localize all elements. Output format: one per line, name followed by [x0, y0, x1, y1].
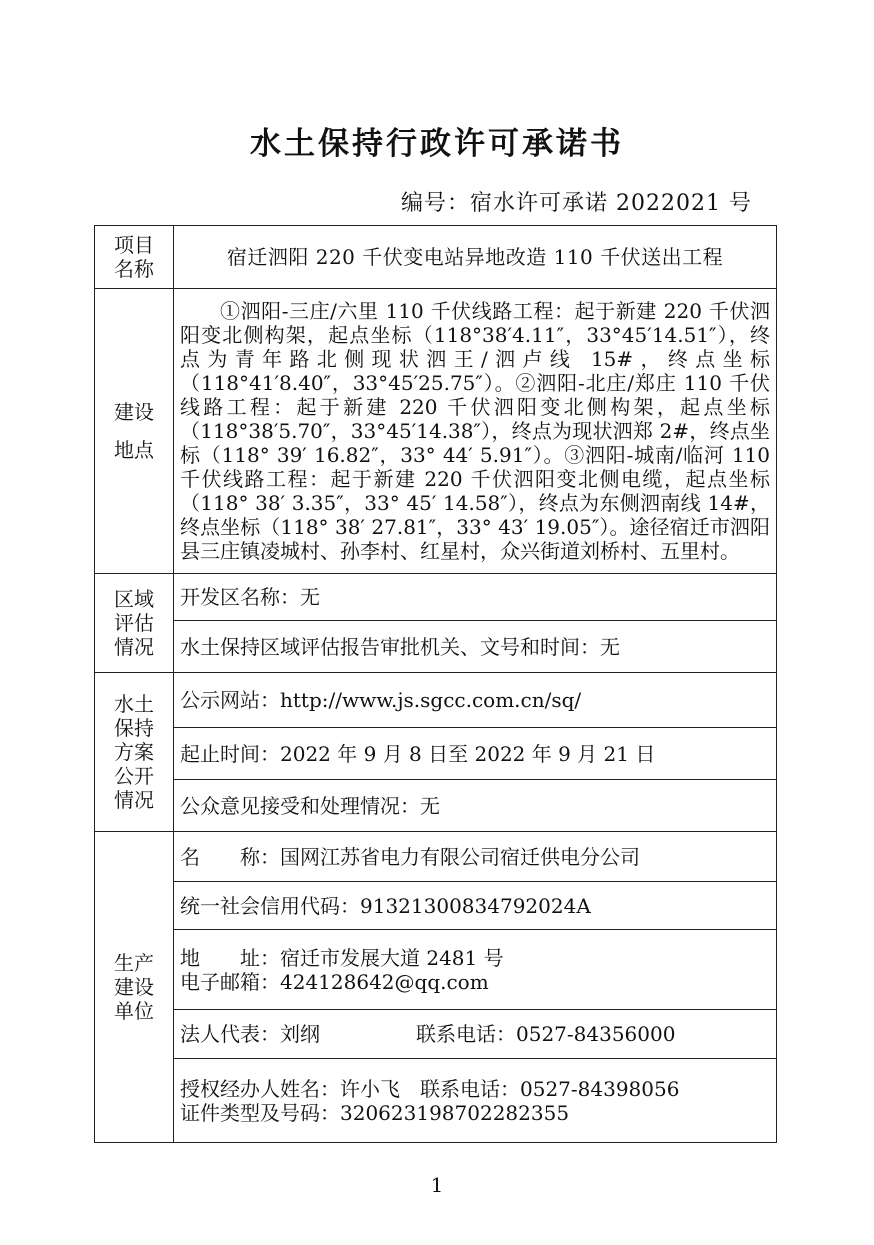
label-line: 名称 [114, 257, 154, 281]
label-line: 项目 [114, 233, 154, 257]
unit-address: 地 址：宿迁市发展大道 2481 号 [180, 945, 504, 970]
legal-representative: 法人代表：刘纲 [180, 1022, 320, 1046]
label-line: 生产 [114, 951, 154, 975]
construction-unit-label [95, 832, 174, 1143]
page-number: 1 [430, 1173, 444, 1197]
project-name-value: 宿迁泗阳 220 千伏变电站异地改造 110 千伏送出工程 [174, 226, 777, 289]
label-line: 评估 [114, 611, 154, 635]
label-line: 情况 [114, 635, 154, 659]
assessment-report-info: 水土保持区域评估报告审批机关、文号和时间：无 [174, 621, 777, 673]
label-line: 水土 [114, 692, 154, 716]
legal-representative-row [174, 1010, 777, 1059]
construction-location-text: ①泗阳-三庄/六里 110 千伏线路工程：起于新建 220 千伏泗阳变北侧构架，起点坐标（118°38′4.11″，33°45′14.51″），终点为青年路北侧现状泗王/泗卢线 15#，终点坐标（118°41′8.40″，33°45′25.75″）。②泗阳-北庄/郑庄 110 千伏线路工程：起于新建 220 千伏泗阳变北侧构架，起点坐标（118°38′5.70″，33°45′14.38″），终点为现状泗郑 2#，终点坐标（118° 39′ 16.82″，33° 44′ 5.91″）。③泗阳-城南/临河 110 千伏线路工程：起于新建 220 千伏泗阳变北侧电缆，起点坐标（118° 38′ 3.35″，33° 45′ 14.58″），终点为东侧泗南线 14#，终点坐标（118° 38′ 27.81″，33° 43′ 19.05″）。途径宿迁市泗阳县三庄镇凌城村、孙李村、红星村，众兴街道刘桥村、五里村。 [174, 289, 777, 574]
unit-name: 名 称：国网江苏省电力有限公司宿迁供电分公司 [174, 832, 777, 882]
public-opinion-status: 公众意见接受和处理情况：无 [174, 780, 777, 832]
label-line: 单位 [114, 999, 154, 1023]
unit-address-email [174, 930, 777, 1010]
document-number: 编号：宿水许可承诺 2022021 号 [401, 191, 752, 216]
agent-phone: 联系电话：0527-84398056 [420, 1076, 680, 1101]
id-number: 证件类型及号码：320623198702282355 [180, 1100, 570, 1125]
authorized-agent: 授权经办人姓名：许小飞 [180, 1076, 400, 1101]
development-zone-name: 开发区名称：无 [174, 574, 777, 621]
legal-phone: 联系电话：0527-84356000 [416, 1022, 676, 1046]
label-line: 方案 [114, 740, 154, 764]
project-name-label [95, 226, 174, 289]
label-line: 建设 [114, 400, 154, 424]
disclosure-website: 公示网站：http://www.js.sgcc.com.cn/sq/ [174, 673, 777, 728]
label-line: 保持 [114, 716, 154, 740]
commitment-form-table [94, 225, 777, 1143]
label-line: 情况 [114, 788, 154, 812]
agent-line [180, 1077, 770, 1101]
label-line: 公开 [114, 764, 154, 788]
unit-email: 电子邮箱：424128642@qq.com [180, 969, 489, 994]
construction-location-label [95, 289, 174, 574]
label-line: 建设 [114, 975, 154, 999]
label-line: 地点 [114, 438, 154, 462]
regional-assessment-label [95, 574, 174, 673]
plan-disclosure-label [95, 673, 174, 832]
label-line: 区域 [114, 587, 154, 611]
disclosure-period: 起止时间：2022 年 9 月 8 日至 2022 年 9 月 21 日 [174, 728, 777, 780]
authorized-agent-row [174, 1059, 777, 1143]
page-title: 水土保持行政许可承诺书 [250, 126, 624, 162]
unit-credit-code: 统一社会信用代码：91321300834792024A [174, 882, 777, 930]
